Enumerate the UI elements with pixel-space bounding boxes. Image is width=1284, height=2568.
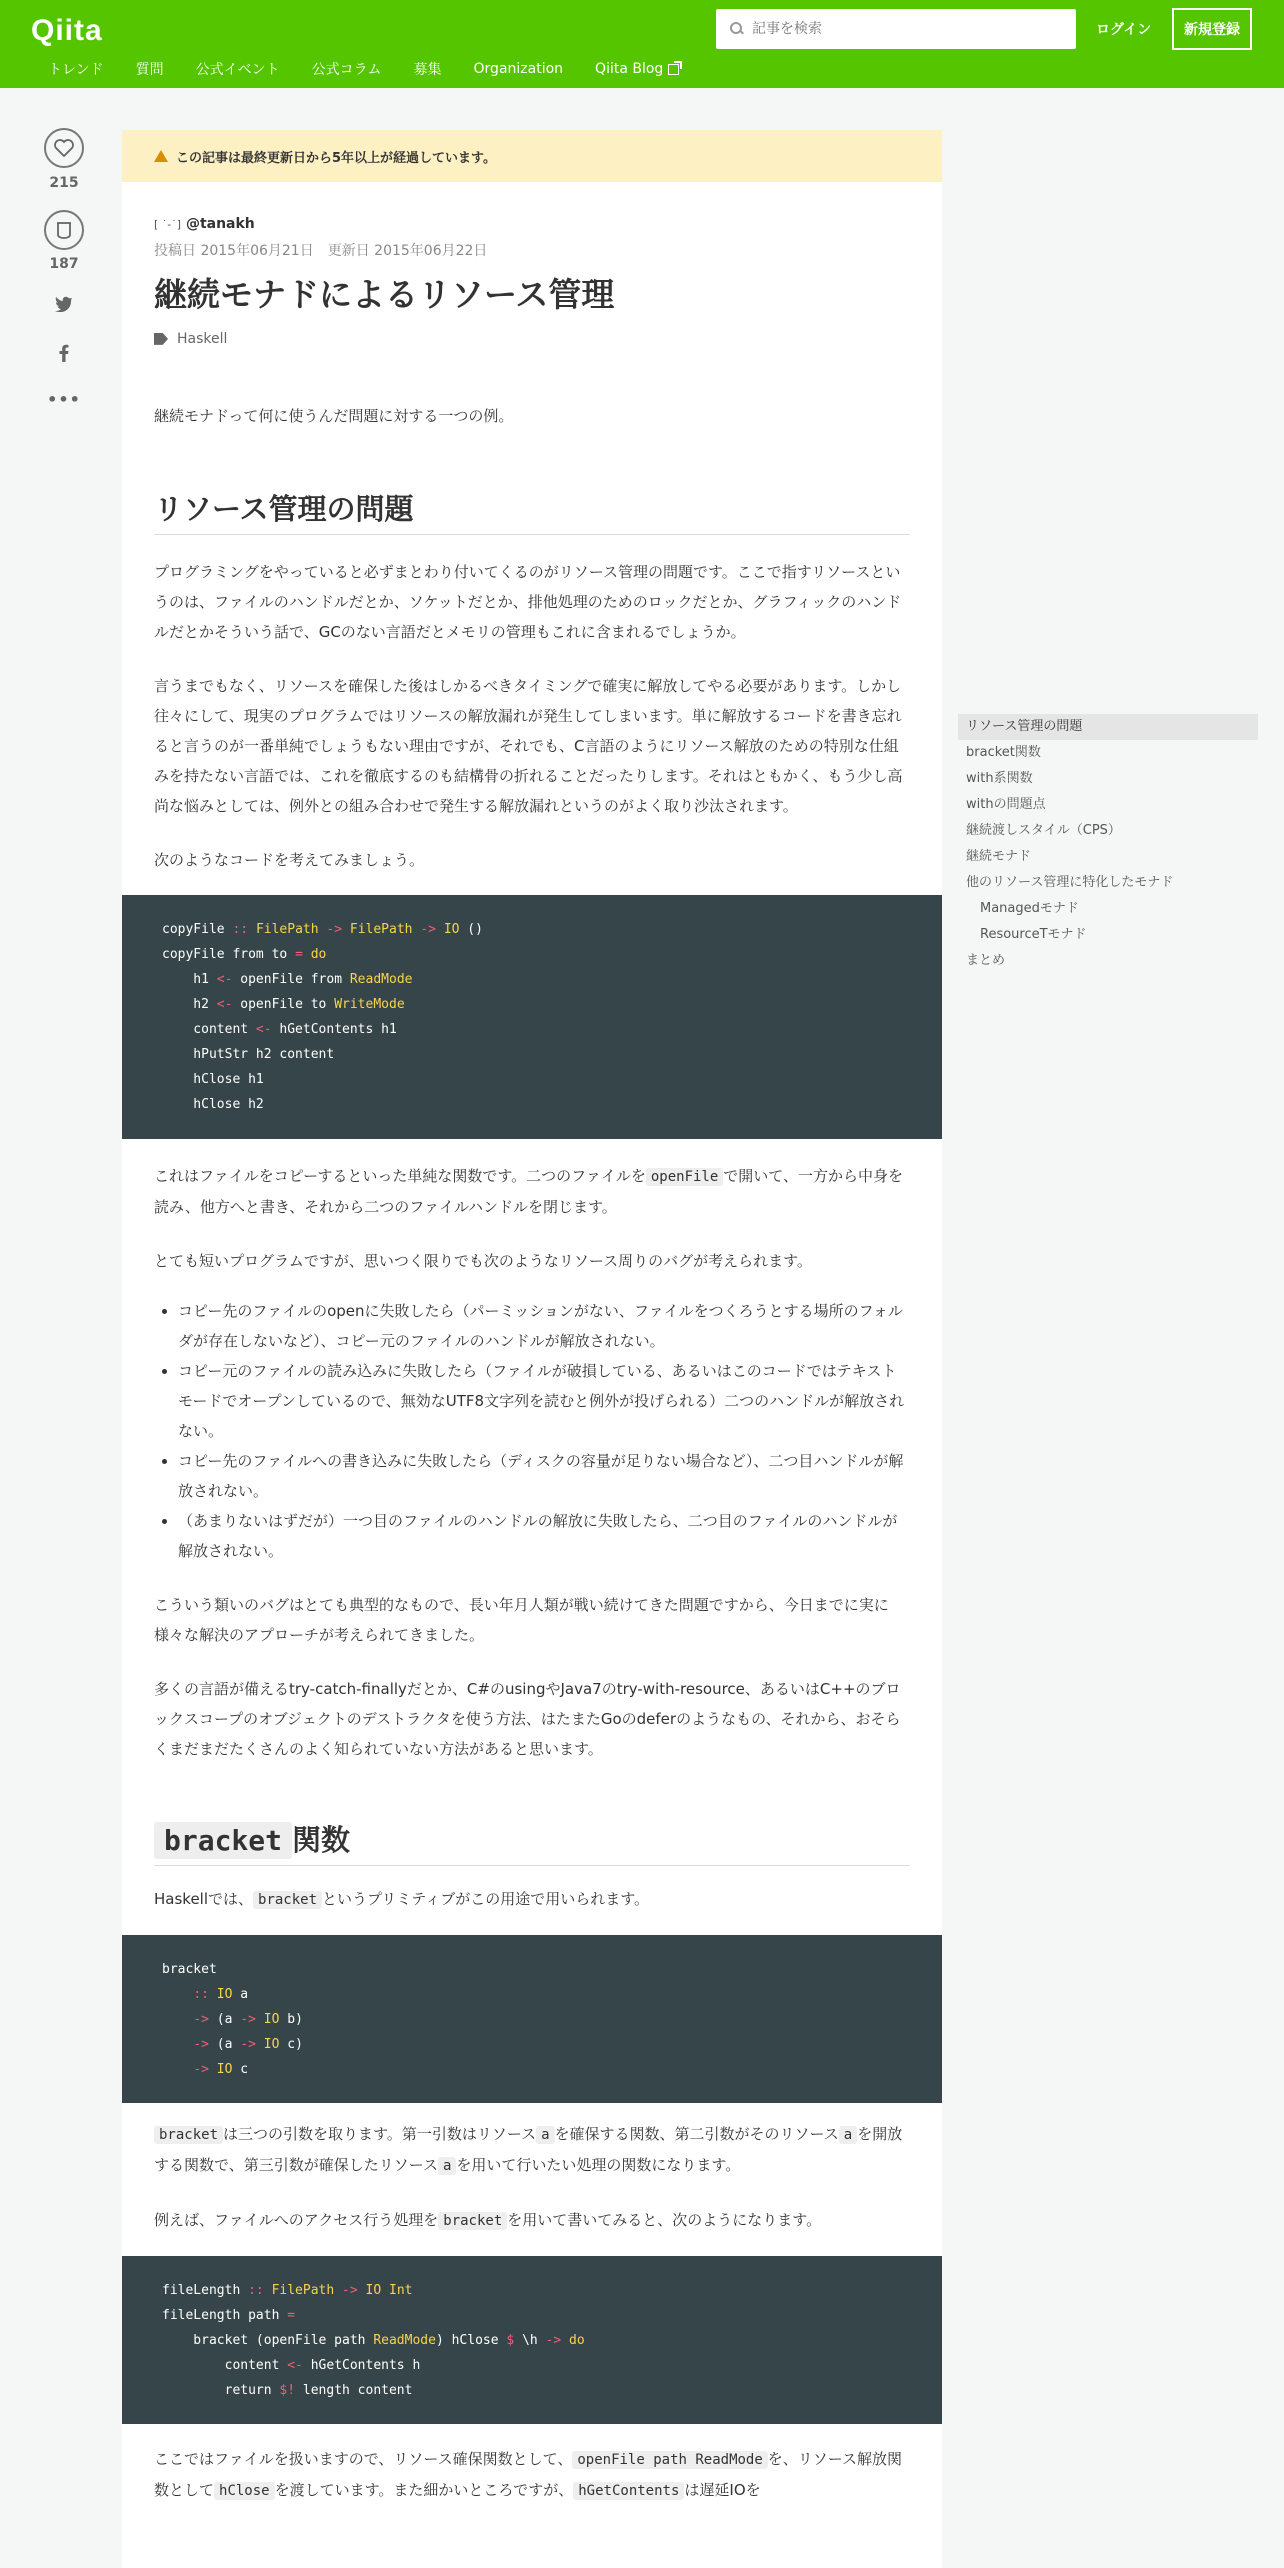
like-count: 215: [49, 175, 79, 191]
nav-qiita-blog[interactable]: [595, 59, 679, 79]
heart-icon: [54, 139, 74, 157]
more-options-icon[interactable]: •••: [47, 390, 81, 409]
paragraph: とても短いプログラムですが、思いつく限りでも次のようなリソース周りのバグが考えられます。: [154, 1251, 812, 1270]
search-box[interactable]: [716, 9, 1076, 49]
twitter-share-icon[interactable]: [42, 296, 86, 317]
updated-date: 更新日 2015年06月22日: [327, 243, 488, 259]
tag-haskell[interactable]: Haskell: [177, 330, 228, 347]
toc-item-managed[interactable]: Managedモナド: [980, 901, 1079, 916]
nav-official-events[interactable]: 公式イベント: [195, 62, 280, 78]
toc-item-bracket[interactable]: bracket関数: [966, 745, 1041, 760]
intro-paragraph: 継続モナドって何に使うんだ問題に対する一つの例。: [154, 406, 514, 425]
paragraph: 多くの言語が備えるtry-catch-finallyだとか、C#のusingやJava7のtry-with-resource、あるいはC++のブロックスコープのオブジェクトのデストラクタを使う方法、はたまたGoのdeferのようなもの、それから、おそらくまだまだたくさんのよく知られていない方法があると思います。: [154, 1679, 901, 1758]
section-heading-bracket: bracket 関数: [154, 1818, 910, 1866]
toc-item-summary[interactable]: まとめ: [966, 953, 1006, 968]
avatar: [ ˙-˙]: [154, 218, 182, 231]
global-nav: [48, 59, 711, 79]
article-title: 継続モナドによるリソース管理: [154, 275, 615, 314]
code-block-copyfile: copyFile :: FilePath -> FilePath -> IO () copyFile from to = do h1 <- openFile from ReadMode h2 <- openFile to WriteMode content <- hGetContents h1 hPutStr h2 content hClose h1 hClose h2: [122, 895, 942, 1139]
outdated-warning-text: この記事は最終更新日から5年以上が経過しています。: [176, 150, 497, 166]
article-dates: [154, 240, 910, 260]
top-header: [0, 0, 1284, 88]
paragraph: ここではファイルを扱いますので、リソース確保関数として、 openFile path ReadMode を、リソース解放関数として hClose を渡しています。また細かいところですが、 hGetContents は遅延IOを: [154, 2449, 903, 2499]
posted-date: 投稿日 2015年06月21日: [154, 243, 314, 259]
section-heading-resource: リソース管理の問題: [154, 487, 910, 535]
stock-icon: [56, 221, 72, 239]
stock-button[interactable]: [44, 210, 84, 250]
nav-questions[interactable]: 質問: [135, 62, 164, 78]
signup-button[interactable]: 新規登録: [1172, 8, 1252, 50]
tag-list: [154, 331, 910, 347]
paragraph: プログラミングをやっていると必ずまとわり付いてくるのがリソース管理の問題です。ここで指すリソースというのは、ファイルのハンドルだとか、ソケットだとか、排他処理のためのロックだとか、グラフィックのハンドルだとかそういう話で、GCのない言語だとメモリの管理もこれに含まれるでしょうか。: [154, 562, 902, 641]
paragraph: 言うまでもなく、リソースを確保した後はしかるべきタイミングで確実に解放してやる必要があります。しかし往々にして、現実のプログラムではリソースの解放漏れが発生してしまいます。単に解放するコードを書き忘れると言うのが一番単純でしょうもない理由ですが、それでも、C言語のようにリソース解放のための特別な仕組みを持たない言語では、これを徹底するのも結構骨の折れることだったりします。それはともかく、もう少し高尚な悩みとしては、例外との組み合わせで発生する解放漏れというのがよく取り沙汰されます。: [154, 676, 903, 815]
article: [122, 130, 942, 2568]
toc-item-other-monads[interactable]: 他のリソース管理に特化したモナド: [966, 875, 1174, 890]
code-block-bracket: bracket :: IO a -> (a -> IO b) -> (a -> IO c) -> IO c: [122, 1935, 942, 2103]
bug-list: [154, 1296, 910, 1566]
toc-item-with-problems[interactable]: withの問題点: [966, 797, 1046, 812]
nav-organization[interactable]: Organization: [473, 61, 564, 77]
outdated-warning: [122, 130, 942, 182]
external-link-icon: [668, 64, 679, 75]
paragraph: Haskellでは、 bracket というプリミティブがこの用途で用いられます。: [154, 1889, 650, 1908]
table-of-contents: [958, 714, 1258, 974]
nav-recruit[interactable]: 募集: [413, 62, 442, 78]
list-item: • コピー元のファイルの読み込みに失敗したら（ファイルが破損している、あるいはこのコードではテキストモードでオープンしているので、無効なUTF8文字列を読むと例外が投げられる）二つのハンドルが解放されない。: [178, 1356, 910, 1446]
qiita-logo[interactable]: Qiita: [31, 14, 103, 47]
paragraph: bracket は三つの引数を取ります。第一引数はリソース a を確保する関数、第二引数がそのリソース a を開放する関数で、第三引数が確保したリソース a を用いて行いたい処理の関数になります。: [154, 2124, 903, 2174]
list-item: • （あまりないはずだが）一つ目のファイルのハンドルの解放に失敗したら、二つ目のファイルのハンドルが解放されない。: [178, 1506, 910, 1566]
paragraph: 例えば、ファイルへのアクセス行う処理を bracket を用いて書いてみると、次のようになります。: [154, 2210, 822, 2229]
toc-item-resourcet[interactable]: ResourceTモナド: [980, 927, 1087, 942]
nav-official-columns[interactable]: 公式コラム: [311, 62, 382, 78]
login-link[interactable]: ログイン: [1096, 22, 1152, 38]
toc-item-with[interactable]: with系関数: [966, 771, 1033, 786]
stock-count: 187: [49, 256, 79, 272]
facebook-share-icon[interactable]: [42, 344, 86, 367]
author-name: @tanakh: [185, 216, 255, 232]
nav-qiita-blog-label: Qiita Blog: [595, 61, 664, 77]
author-link[interactable]: [154, 216, 910, 232]
paragraph: 次のようなコードを考えてみましょう。: [154, 850, 425, 869]
search-input[interactable]: [752, 21, 1052, 37]
list-item: • コピー先のファイルのopenに失敗したら（パーミッションがない、ファイルをつくろうとする場所のフォルダが存在しないなど）、コピー元のファイルのハンドルが解放されない。: [178, 1296, 910, 1356]
warning-icon: [154, 150, 168, 162]
list-item: • コピー先のファイルへの書き込みに失敗したら（ディスクの容量が足りない場合など）、二つ目ハンドルが解放されない。: [178, 1446, 910, 1506]
tag-icon: [154, 333, 168, 345]
toc-item-resource[interactable]: リソース管理の問題: [958, 714, 1258, 740]
paragraph: これはファイルをコピーするといった単純な関数です。二つのファイルを openFile で開いて、一方から中身を読み、他方へと書き、それから二つのファイルハンドルを閉じます。: [154, 1166, 903, 1216]
toc-item-cps[interactable]: 継続渡しスタイル（CPS）: [966, 823, 1121, 838]
code-block-filelength: fileLength :: FilePath -> IO Int fileLength path = bracket (openFile path ReadMode) hClose $ \h -> do content <- hGetContents h return $! length content: [122, 2256, 942, 2424]
like-button[interactable]: [44, 128, 84, 168]
paragraph: こういう類いのバグはとても典型的なもので、長い年月人類が戦い続けてきた問題ですから、今日までに実に様々な解決のアプローチが考えられてきました。: [154, 1595, 889, 1644]
nav-trend[interactable]: トレンド: [48, 62, 104, 78]
toc-item-cont-monad[interactable]: 継続モナド: [966, 849, 1032, 864]
search-icon: [730, 22, 744, 36]
